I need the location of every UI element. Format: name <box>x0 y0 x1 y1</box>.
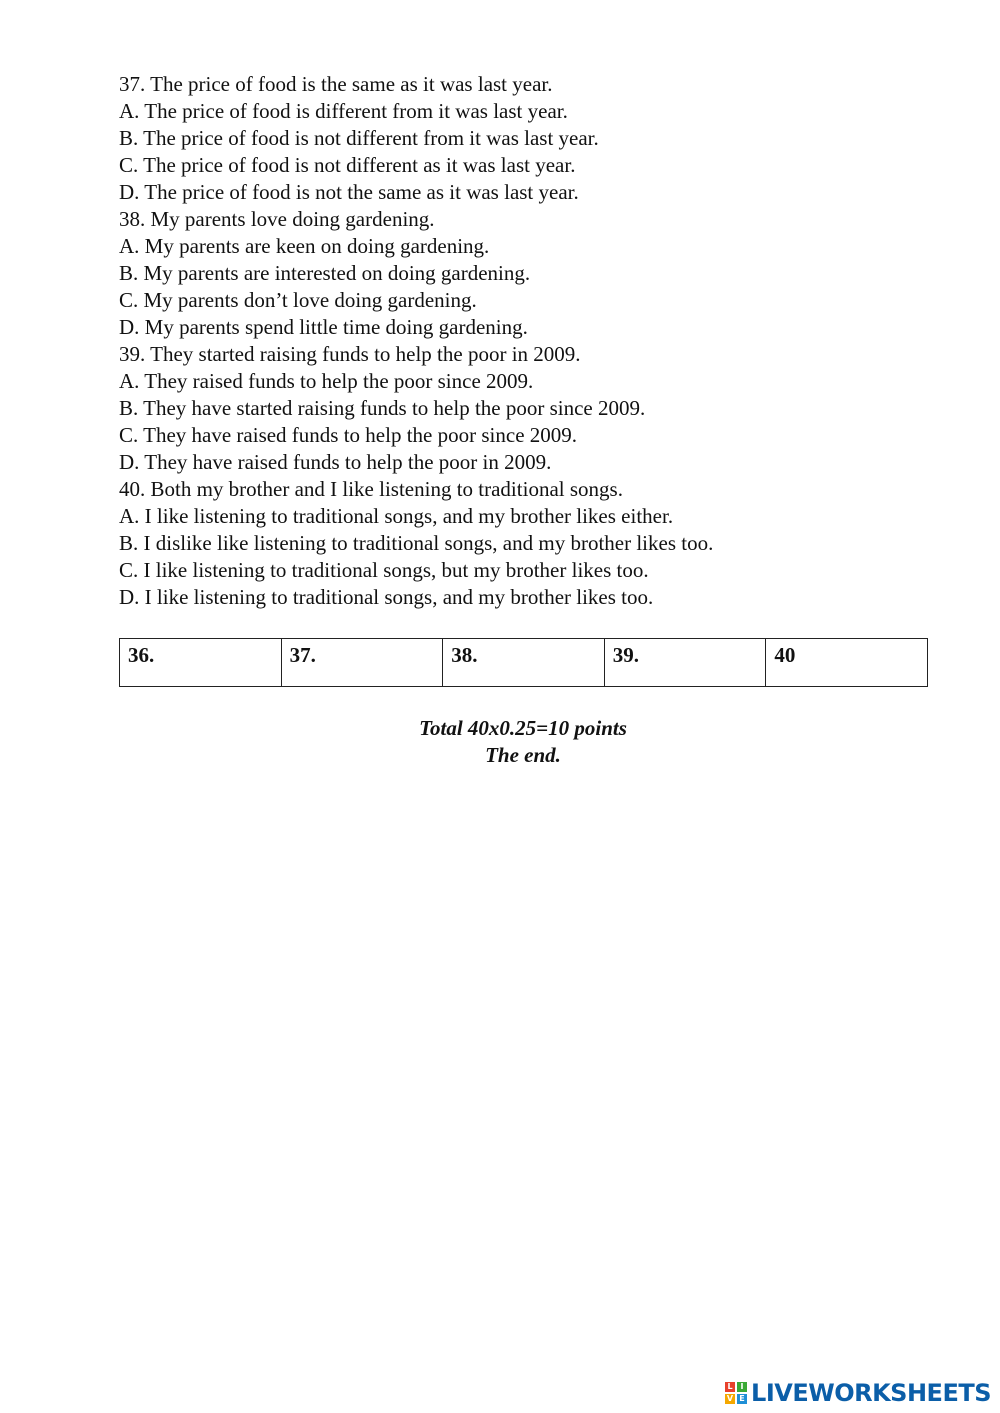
option-d[interactable]: D. The price of food is not the same as it was last year. <box>119 180 579 204</box>
question-39 <box>119 341 939 476</box>
option-b[interactable]: B. The price of food is not different from it was last year. <box>119 126 599 150</box>
logo-mark-letter: I <box>737 1382 747 1392</box>
question-37 <box>119 71 939 206</box>
option-d[interactable]: D. I like listening to traditional songs, and my brother likes too. <box>119 585 654 609</box>
option-a[interactable]: A. The price of food is different from it was last year. <box>119 99 568 123</box>
logo-mark-letter: L <box>725 1382 735 1392</box>
logo-mark-letter: V <box>726 1394 734 1403</box>
question-stem: 37. The price of food is the same as it was last year. <box>119 72 553 96</box>
answer-row <box>120 639 928 687</box>
answer-cell-36[interactable]: 36. <box>120 639 282 687</box>
answer-cell-37[interactable]: 37. <box>281 639 443 687</box>
question-stem: 38. My parents love doing gardening. <box>119 207 435 231</box>
logo-mark-letter: E <box>737 1394 747 1404</box>
question-40 <box>119 476 939 611</box>
option-b[interactable]: B. I dislike like listening to traditional songs, and my brother likes too. <box>119 531 714 555</box>
question-stem: 39. They started raising funds to help the poor in 2009. <box>119 342 581 366</box>
option-b[interactable]: B. My parents are interested on doing gardening. <box>119 261 531 285</box>
option-a[interactable]: A. I like listening to traditional songs, and my brother likes either. <box>119 504 674 528</box>
option-a[interactable]: A. They raised funds to help the poor since 2009. <box>119 369 534 393</box>
total-points: Total 40x0.25=10 points <box>419 716 627 740</box>
question-stem: 40. Both my brother and I like listening to traditional songs. <box>119 477 623 501</box>
question-38 <box>119 206 939 341</box>
option-c[interactable]: C. My parents don’t love doing gardening. <box>119 288 477 312</box>
option-b[interactable]: B. They have started raising funds to help the poor since 2009. <box>119 396 646 420</box>
option-c[interactable]: C. I like listening to traditional songs, but my brother likes too. <box>119 558 649 582</box>
answer-cell-40[interactable]: 40 <box>766 639 928 687</box>
question-list <box>119 71 939 611</box>
logo-wordmark: LIVEWORKSHEETS <box>751 1379 991 1407</box>
answer-cell-38[interactable]: 38. <box>443 639 605 687</box>
option-c[interactable]: C. The price of food is not different as it was last year. <box>119 153 576 177</box>
liveworksheets-logo[interactable] <box>725 1380 991 1406</box>
answer-cell-39[interactable]: 39. <box>604 639 766 687</box>
liveworksheets-logo-icon <box>725 1382 747 1404</box>
the-end-text: The end. <box>485 743 561 767</box>
answer-table <box>119 638 928 687</box>
option-d[interactable]: D. They have raised funds to help the poor in 2009. <box>119 450 552 474</box>
option-c[interactable]: C. They have raised funds to help the poor since 2009. <box>119 423 578 447</box>
option-a[interactable]: A. My parents are keen on doing gardening. <box>119 234 490 258</box>
option-d[interactable]: D. My parents spend little time doing gardening. <box>119 315 528 339</box>
